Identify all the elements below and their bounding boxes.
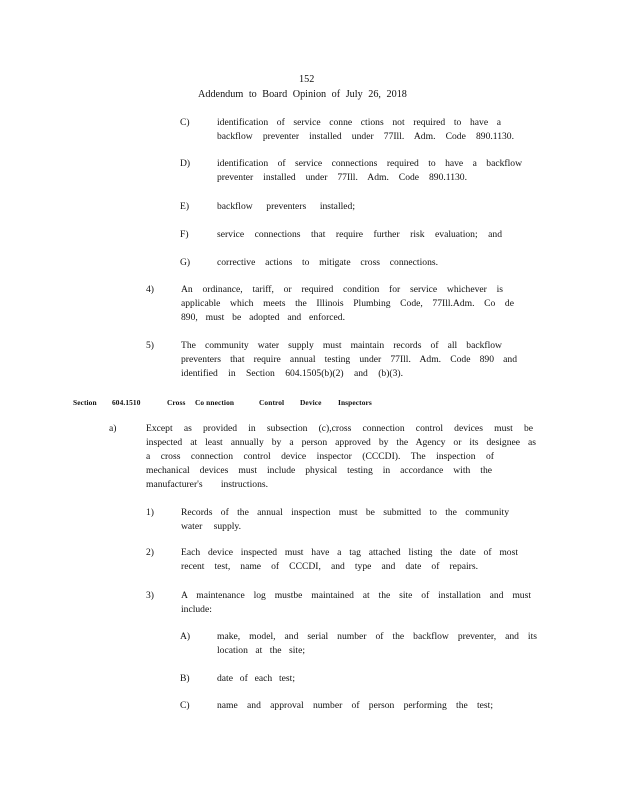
log-item-label-c: C) <box>180 700 190 711</box>
item-5-line2: preventers that require annual testing under 77Ill. Adm. Code 890 and <box>181 354 517 365</box>
item-label-f: F) <box>180 229 189 240</box>
item-4-line1: An ordinance, tariff, or required condition for service whichever is <box>181 284 503 295</box>
sub-item-1-line2: water supply. <box>181 521 241 532</box>
item-label-e: E) <box>180 201 190 212</box>
sub-item-label-3: 3) <box>146 590 154 601</box>
item-f-text: service connections that require further risk evaluation; and <box>217 229 502 240</box>
item-label-c: C) <box>180 117 190 128</box>
item-4-line2: applicable which meets the Illinois Plumbing Code, 77Ill.Adm. Co de <box>181 298 514 309</box>
para-a-line5: manufacturer's instructions. <box>146 479 268 490</box>
item-5-line3: identified in Section 604.1505(b)(2) and (b)(3). <box>181 368 403 379</box>
item-label-g: G) <box>180 257 191 268</box>
sub-item-3-line2: include: <box>181 604 212 615</box>
sub-item-1-line1: Records of the annual inspection must be submitted to the community <box>181 507 509 518</box>
sub-item-label-1: 1) <box>146 507 154 518</box>
item-e-text: backflow preventers installed; <box>217 201 355 212</box>
para-a-line4: mechanical devices must include physical testing in accordance with the <box>146 465 492 476</box>
section-title-word-3: Control <box>259 398 285 407</box>
section-number: 604.1510 <box>112 398 141 407</box>
page-subtitle: Addendum to Board Opinion of July 26, 2018 <box>198 89 407 100</box>
item-label-4: 4) <box>146 284 154 295</box>
log-item-label-b: B) <box>180 673 190 684</box>
item-4-line3: 890, must be adopted and enforced. <box>181 312 345 323</box>
log-item-a-line2: location at the site; <box>217 645 305 656</box>
item-label-5: 5) <box>146 340 154 351</box>
section-title-word-5: Inspectors <box>338 398 372 407</box>
sub-item-2-line1: Each device inspected must have a tag attached listing the date of most <box>181 547 518 558</box>
item-label-d: D) <box>180 158 191 169</box>
item-d-line2: preventer installed under 77Ill. Adm. Code 890.1130. <box>217 172 467 183</box>
item-g-text: corrective actions to mitigate cross connections. <box>217 257 438 268</box>
paragraph-label-a: a) <box>109 423 117 434</box>
section-title-word-1: Cross <box>167 398 186 407</box>
section-title-word-4: Device <box>300 398 322 407</box>
item-d-line1: identification of service connections required to have a backflow <box>217 158 522 169</box>
item-c-line1: identification of service conne ctions not required to have a <box>217 117 501 128</box>
para-a-line1: Except as provided in subsection (c),cross connection control devices must be <box>146 423 533 434</box>
para-a-line3: a cross connection control device inspector (CCCDI). The inspection of <box>146 451 494 462</box>
section-title-word-2: Co nnection <box>195 398 235 407</box>
sub-item-2-line2: recent test, name of CCCDI, and type and date of repairs. <box>181 561 478 572</box>
log-item-a-line1: make, model, and serial number of the backflow preventer, and its <box>217 631 537 642</box>
page-number: 152 <box>299 74 315 85</box>
sub-item-3-line1: A maintenance log mustbe maintained at the site of installation and must <box>181 590 531 601</box>
item-c-line2: backflow preventer installed under 77Ill. Adm. Code 890.1130. <box>217 131 514 142</box>
log-item-c-text: name and approval number of person performing the test; <box>217 700 493 711</box>
section-label: Section <box>73 398 97 407</box>
log-item-label-a: A) <box>180 631 191 642</box>
item-5-line1: The community water supply must maintain records of all backflow <box>181 340 502 351</box>
sub-item-label-2: 2) <box>146 547 154 558</box>
para-a-line2: inspected at least annually by a person approved by the Agency or its designee as <box>146 437 536 448</box>
log-item-b-text: date of each test; <box>217 673 295 684</box>
